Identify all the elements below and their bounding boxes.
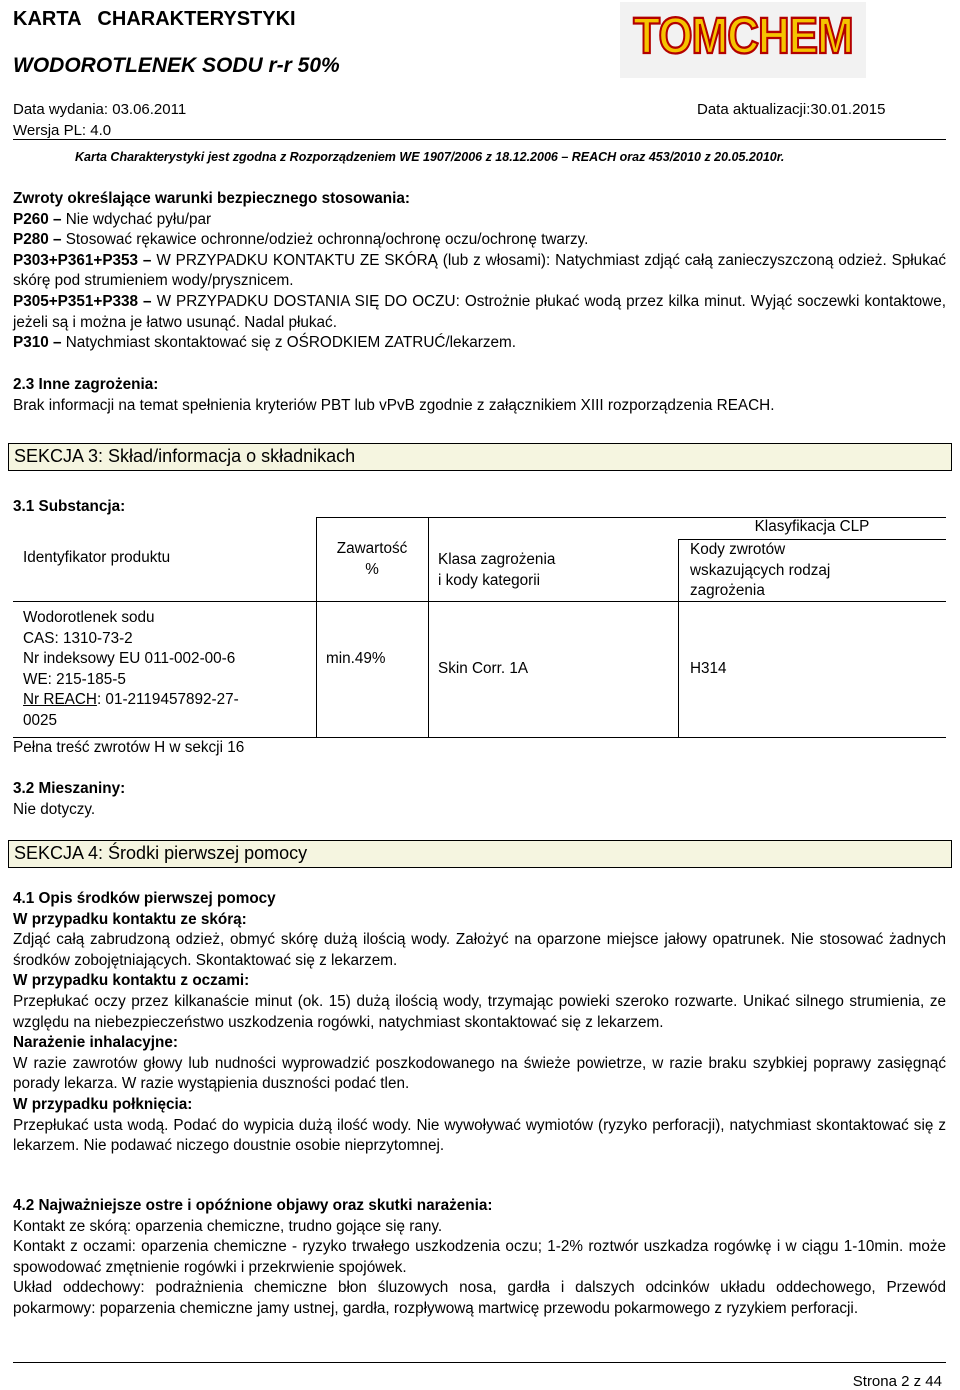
first-aid-block [13, 889, 946, 1157]
col-header-content-line2: % [365, 560, 379, 578]
substance-reach-value: : 01-2119457892-27- [96, 691, 239, 709]
p305-text: W PRZYPADKU DOSTANIA SIĘ DO OCZU: Ostrożnie płukać wodą przez kilka minut. Wyjąć soczewki kontaktowe, jeżeli są i można je łatwo usunąć. Nadal płukać. [13, 292, 946, 331]
p305-code: P305+P351+P338 – [13, 292, 152, 310]
other-hazards-heading: 2.3 Inne zagrożenia: [13, 376, 159, 393]
table-rule [678, 539, 679, 737]
p280-statement [13, 230, 946, 251]
footer-divider [13, 1362, 946, 1363]
clp-header: Klasyfikacja CLP [754, 518, 870, 535]
p303-statement [13, 251, 946, 292]
substance-reach-value-2: 0025 [23, 711, 58, 729]
product-name: WODOROTLENEK SODU r-r 50% [13, 54, 340, 77]
regulation-note: Karta Charakterystyki jest zgodna z Rozporządzeniem WE 1907/2006 z 18.12.2006 – REACH oraz 453/2010 z 20.05.2010r. [75, 150, 785, 164]
col-header-class-line1: Klasa zagrożenia [438, 551, 556, 568]
substance-name: Wodorotlenek sodu [23, 609, 155, 626]
substance-content: min.49% [326, 650, 386, 667]
symptoms-respiratory: Układ oddechowy: podrażnienia chemiczne błon śluzowych nosa, gardła i dalszych odcinków układu oddechowego, Przewód pokarmowy: poparzenia chemiczne jamy ustnej, gardła, rozpływową martwicę przewodu pokarmowego z ryzykiem perforacji. [13, 1279, 946, 1317]
issue-date: Data wydania: 03.06.2011 [13, 101, 187, 118]
version: Wersja PL: 4.0 [13, 122, 112, 139]
h-statements-footnote: Pełna treść zwrotów H w sekcji 16 [13, 739, 245, 756]
col-header-class [438, 550, 555, 591]
substance-h-code: H314 [690, 660, 727, 677]
substance-class: Skin Corr. 1A [438, 660, 529, 677]
p280-code: P280 – [13, 231, 62, 249]
page-number: Strona 2 z 44 [852, 1373, 942, 1390]
other-hazards-text: Brak informacji na temat spełnienia kryteriów PBT lub vPvB zgodnie z załącznikiem XIII rozporządzenia REACH. [13, 396, 775, 414]
inhalation-text: W razie zawrotów głowy lub nudności wyprowadzić poszkodowanego na świeże powietrze, w razie braku szybkiej poprawy zasięgnąć porady lekarza. W razie wystąpienia duszności podać tlen. [13, 1054, 946, 1093]
table-rule [316, 517, 317, 737]
p303-code: P303+P361+P353 – [13, 251, 152, 269]
section3-title: SEKCJA 3: Skład/informacja o składnikach [14, 446, 356, 466]
substance-heading: 3.1 Substancja: [13, 498, 126, 515]
ingestion-heading: W przypadku połknięcia: [13, 1095, 193, 1113]
eye-contact-text: Przepłukać oczy przez kilkanaście minut (ok. 15) dużą ilością wody, trzymając powieki szeroko rozwarte. Unikać silnego strumienia, ze względu na niebezpieczeństwo uszkodzenia rogówki, natychmiast skontaktować się z lekarzem. [13, 992, 946, 1031]
symptoms-heading: 4.2 Najważniejsze ostre i opóźnione objawy oraz skutki narażenia: [13, 1197, 493, 1214]
col-header-h-codes [690, 540, 830, 602]
col-header-identifier: Identyfikator produktu [23, 549, 171, 566]
table-rule [428, 517, 429, 737]
other-hazards-block [13, 375, 946, 416]
p260-code: P260 – [13, 210, 62, 228]
section4-header [8, 840, 952, 868]
p260-text: Nie wdychać pyłu/par [61, 210, 212, 228]
skin-contact-text: Zdjąć całą zabrudzoną odzież, obmyć skórę dużą ilością wody. Założyć na oparzone miejsce jałowy opatrunek. Nie stosować żadnych środków zobojętniających. Skontaktować się z lekarzem. [13, 931, 946, 969]
substance-eu-index: Nr indeksowy EU 011-002-00-6 [23, 650, 236, 668]
first-aid-heading: 4.1 Opis środków pierwszej pomocy [13, 890, 276, 907]
mixtures-text: Nie dotyczy. [13, 800, 96, 818]
col-header-h-line3: zagrożenia [690, 582, 765, 600]
col-header-h-line1: Kody zwrotów [690, 541, 786, 558]
substance-identifier-cell [23, 608, 239, 732]
precautionary-block [13, 189, 946, 354]
section4-title: SEKCJA 4: Środki pierwszej pomocy [14, 843, 308, 863]
mixtures-block [13, 779, 125, 820]
p305-statement [13, 292, 946, 333]
substance-reach [23, 690, 239, 711]
p303-text: W PRZYPADKU KONTAKTU ZE SKÓRĄ (lub z włosami): Natychmiast zdjąć całą zanieczyszczoną odzież. Spłukać skórę pod strumieniem wody/prysznicem. [13, 251, 946, 290]
p280-text: Stosować rękawice ochronne/odzież ochronną/ochronę oczu/ochronę twarzy. [61, 231, 589, 249]
company-logo-text: TOMCHEM [633, 8, 853, 65]
p260-statement [13, 210, 946, 231]
substance-reach-label: Nr REACH [23, 691, 97, 709]
section3-header [8, 443, 952, 471]
symptoms-eyes: Kontakt z oczami: oparzenia chemiczne - ryzyko trwałego uszkodzenia oczu; 1-2% roztwór uszkadza rogówkę i w ciągu 1-10min. może spowodować zmętnienie rogówki i przekrwienie spojówek. [13, 1238, 946, 1276]
eye-contact-heading: W przypadku kontaktu z oczami: [13, 972, 250, 990]
substance-we: WE: 215-185-5 [23, 670, 126, 688]
p310-text: Natychmiast skontaktować się z OŚRODKIEM ZATRUĆ/lekarzem. [61, 334, 516, 352]
symptoms-block [13, 1196, 946, 1320]
col-header-content-line1: Zawartość [336, 540, 408, 557]
symptoms-skin: Kontakt ze skórą: oparzenia chemiczne, trudno gojące się rany. [13, 1217, 443, 1235]
col-header-content [326, 539, 418, 580]
update-date: Data aktualizacji:30.01.2015 [697, 101, 886, 118]
skin-contact-heading: W przypadku kontaktu ze skórą: [13, 910, 247, 928]
company-logo [620, 2, 866, 78]
ingestion-text: Przepłukać usta wodą. Podać do wypicia dużą ilość wody. Nie wywoływać wymiotów (ryzyko perforacji), natychmiast skontaktować się z lekarzem. Nie podawać niczego doustnie osobie nieprzytomnej. [13, 1116, 946, 1155]
precautionary-heading: Zwroty określające warunki bezpiecznego stosowania: [13, 190, 410, 207]
p310-statement [13, 333, 946, 354]
substance-cas: CAS: 1310-73-2 [23, 629, 133, 647]
mixtures-heading: 3.2 Mieszaniny: [13, 780, 126, 797]
p310-code: P310 – [13, 334, 62, 352]
inhalation-heading: Narażenie inhalacyjne: [13, 1034, 178, 1052]
col-header-class-line2: i kody kategorii [438, 571, 541, 589]
col-header-h-line2: wskazujących rodzaj [690, 561, 831, 579]
header-divider [13, 139, 946, 140]
document-title: KARTA CHARAKTERYSTYKI [13, 8, 296, 30]
